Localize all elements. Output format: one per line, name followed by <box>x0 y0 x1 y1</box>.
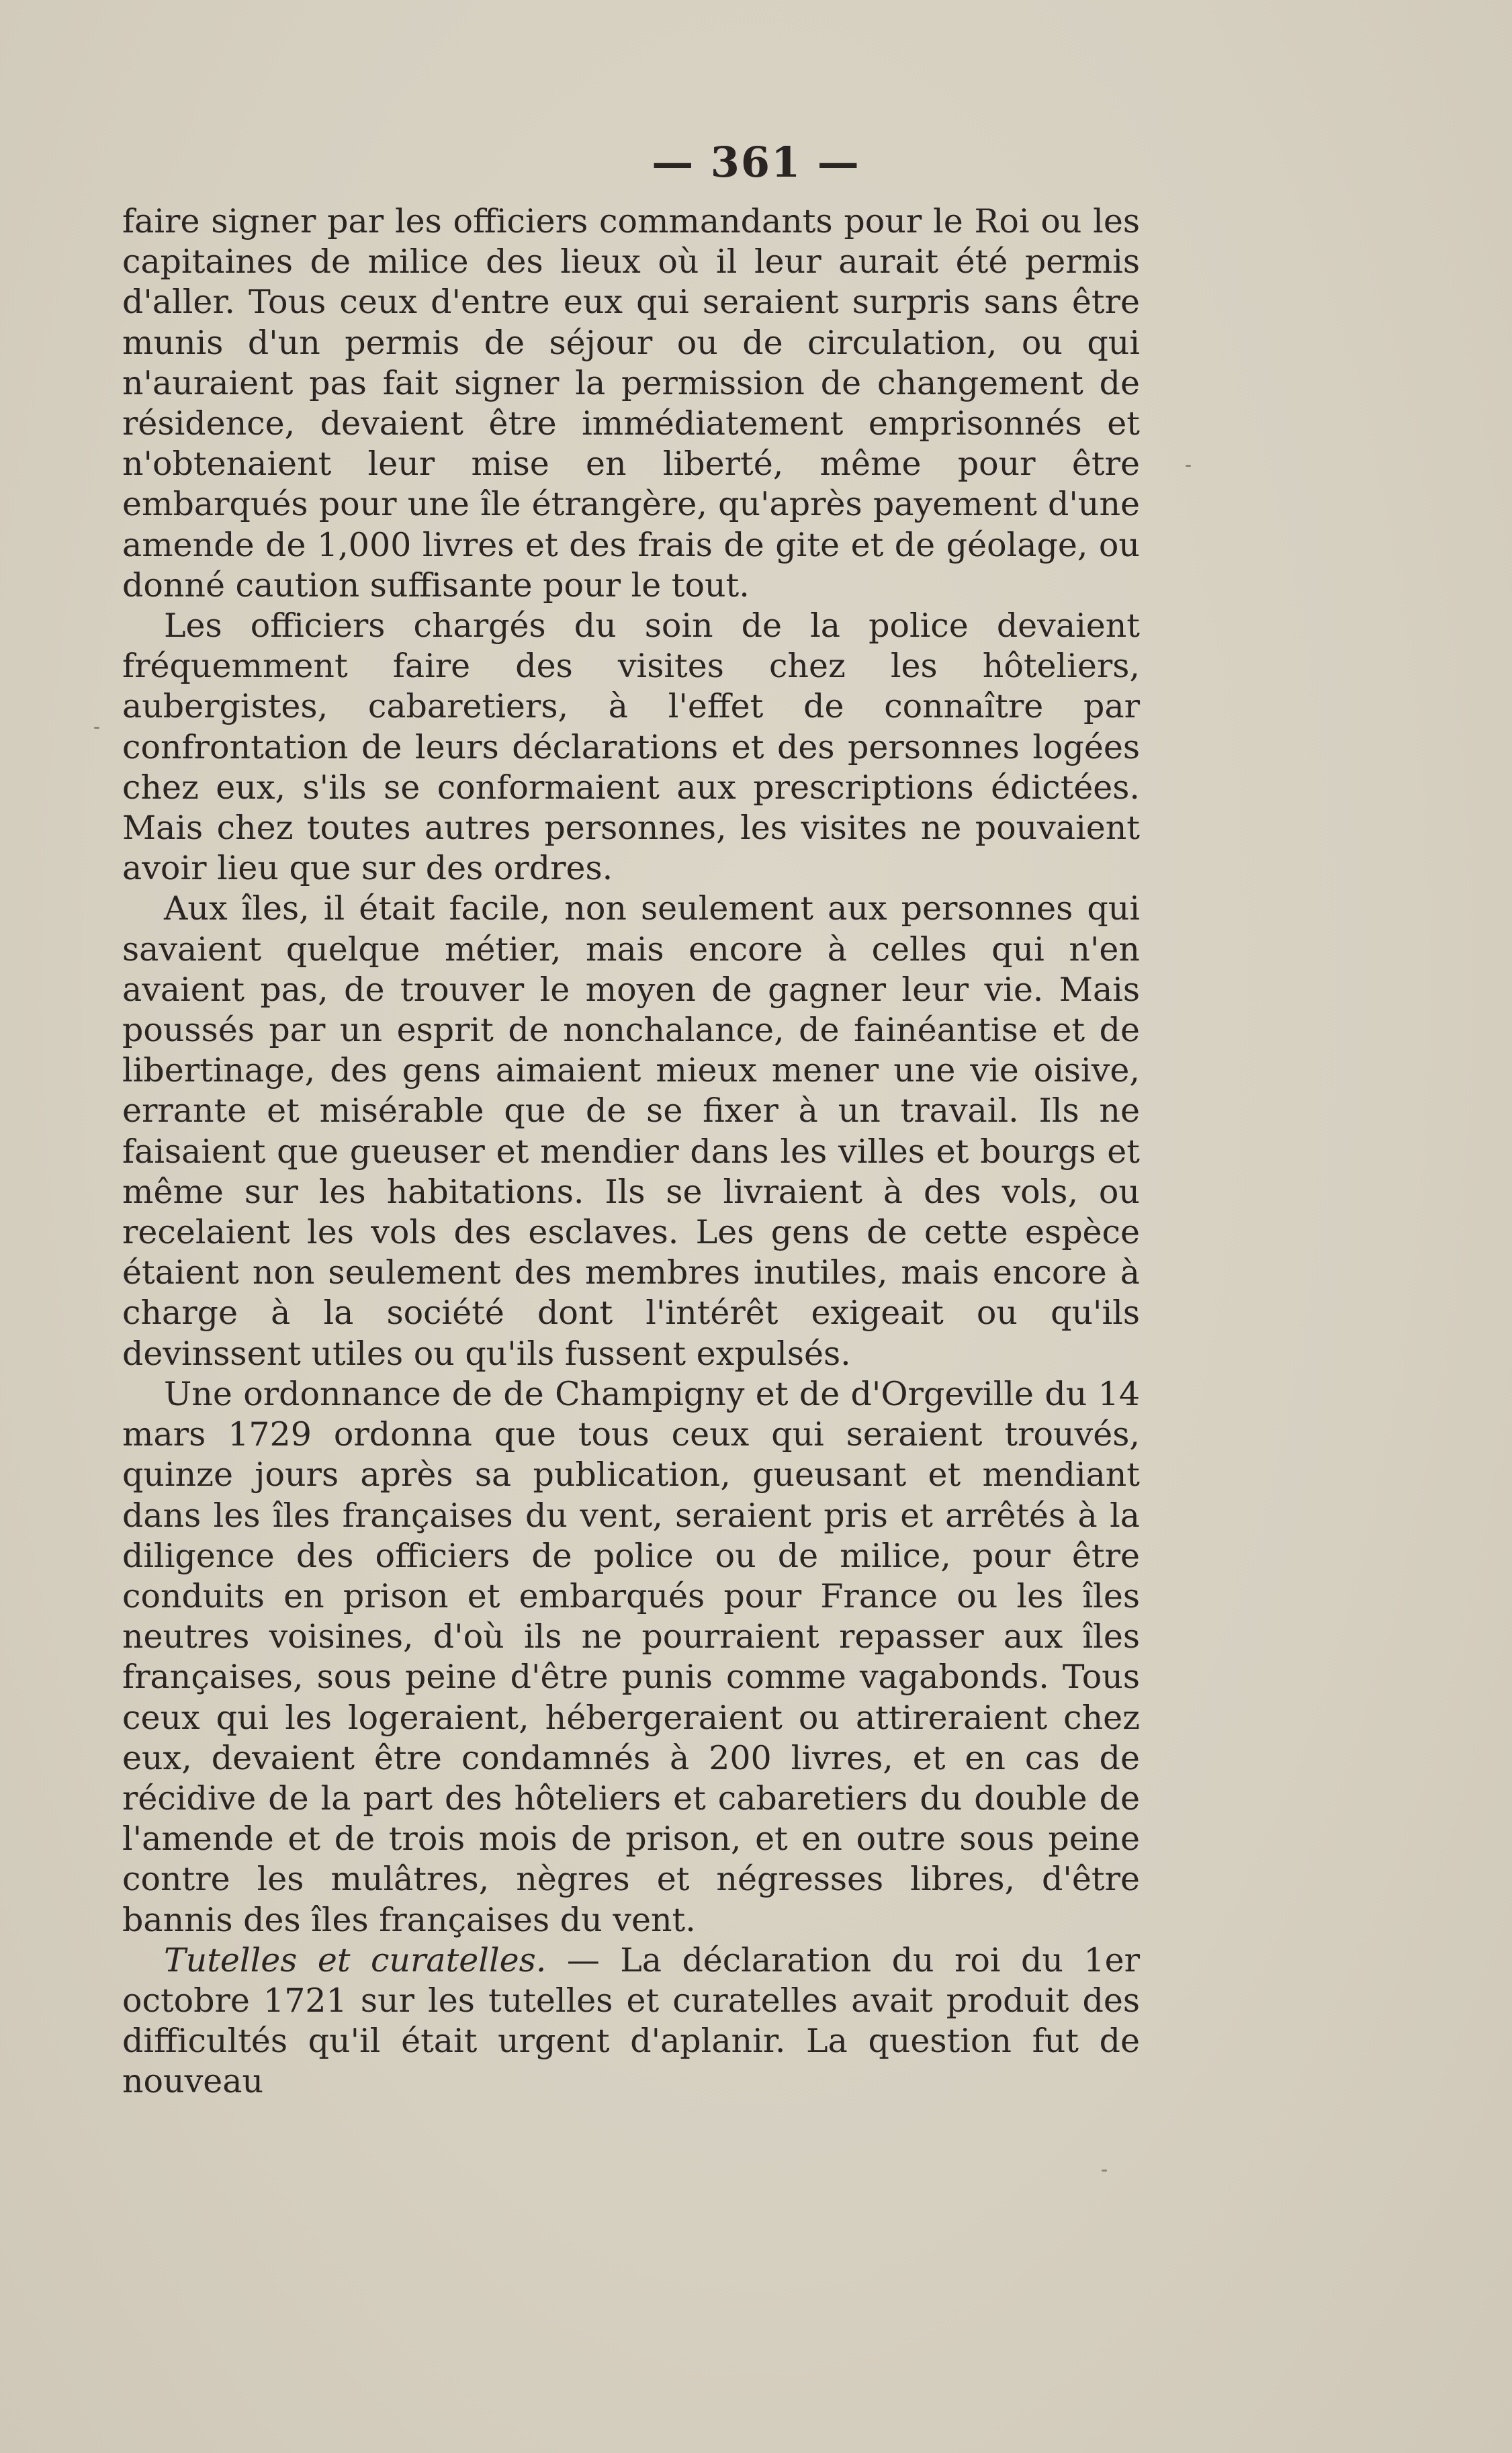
body-text <box>122 202 1140 2102</box>
paragraph-3: Aux îles, il était facile, non seulement aux personnes qui savaient quelque métier, mais encore à celles qui n'en avaient pas, de trouver le moyen de gagner leur vie. Mais poussés par un esprit de nonchalance, de fainéantise et de libertinage, des gens aimaient mieux mener une vie oisive, errante et misérable que de se fixer à un travail. Ils ne faisaient que gueuser et mendier dans les villes et bourgs et même sur les habitations. Ils se livraient à des vols, ou recelaient les vols des esclaves. Les gens de cette espèce étaient non seulement des membres inutiles, mais encore à charge à la société dont l'intérêt exigeait ou qu'ils devinssent utiles ou qu'ils fussent expulsés. <box>122 889 1140 1373</box>
paper-speck <box>1102 2170 1107 2172</box>
paragraph-4: Une ordonnance de de Champigny et de d'Orgeville du 14 mars 1729 ordonna que tous ceux qui seraient trouvés, quinze jours après sa publication, gueusant et mendiant dans les îles françaises du vent, seraient pris et arrêtés à la diligence des officiers de police ou de milice, pour être conduits en prison et embarqués pour France ou les îles neutres voisines, d'où ils ne pourraient repasser aux îles françaises, sous peine d'être punis comme vagabonds. Tous ceux qui les logeraient, hébergeraient ou attireraient chez eux, devaient être condamnés à 200 livres, et en cas de récidive de la part des hôteliers et cabaretiers du double de l'amende et de trois mois de prison, et en outre sous peine contre les mulâtres, nègres et négresses libres, d'être bannis des îles françaises du vent. <box>122 1374 1140 1939</box>
paragraph-5-text: — La déclaration du roi du 1er octobre 1721 sur les tutelles et curatelles avait produit des difficultés qu'il était urgent d'aplanir. La question fut de nouveau <box>122 1941 1140 2101</box>
section-heading: Tutelles et curatelles. <box>164 1941 547 1979</box>
page-number: — 361 — <box>652 138 860 187</box>
paragraph-5 <box>122 1941 1140 2102</box>
paragraph-2: Les officiers chargés du soin de la police devaient fréquemment faire des visites chez les hôteliers, aubergistes, cabaretiers, à l'effet de connaître par confrontation de leurs déclarations et des personnes logées chez eux, s'ils se conformaient aux prescriptions édictées. Mais chez toutes autres personnes, les visites ne pouvaient avoir lieu que sur des ordres. <box>122 607 1140 888</box>
paragraph-1: faire signer par les officiers commandants pour le Roi ou les capitaines de milice des lieux où il leur aurait été permis d'aller. Tous ceux d'entre eux qui seraient surpris sans être munis d'un permis de séjour ou de circulation, ou qui n'auraient pas fait signer la permission de changement de résidence, devaient être immédiatement emprisonnés et n'obtenaient leur mise en liberté, même pour être embarqués pour une île étrangère, qu'après payement d'une amende de 1,000 livres et des frais de gite et de géolage, ou donné caution suffisante pour le tout. <box>122 202 1140 605</box>
paper-speck <box>94 727 99 729</box>
paper-speck <box>1186 465 1191 467</box>
